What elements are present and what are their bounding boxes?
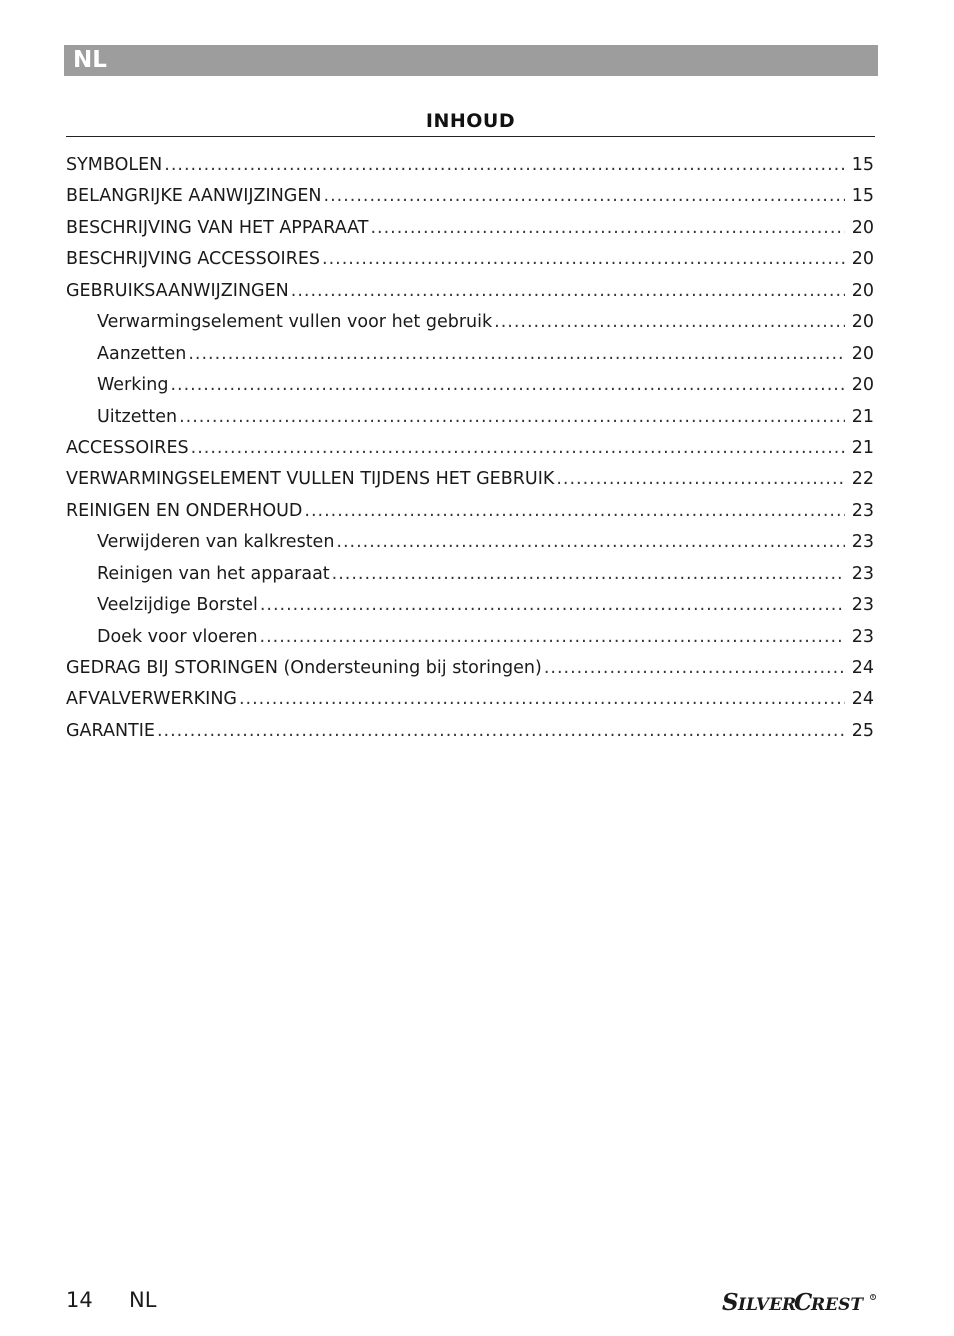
silvercrest-logo [700,1287,878,1317]
toc-dot-leader [239,684,845,715]
toc-entry-page: 23 [851,595,874,616]
toc-entry-page: 15 [851,186,874,207]
toc-entry-page: 20 [851,280,874,301]
toc-entry-label: GEBRUIKSAANWIJZINGEN [66,280,289,301]
toc-entry-page: 20 [851,217,874,238]
toc-entry-label: AFVALVERWERKING [66,689,237,710]
svg-text:ILVER: ILVER [738,1295,797,1315]
toc-dot-leader [494,307,845,338]
toc-entry-label: Doek voor vloeren [97,626,258,647]
toc-entry-page: 21 [851,406,874,427]
toc-entry-label: Uitzetten [97,406,178,427]
toc-entry[interactable] [66,464,874,495]
toc-entry-label: BELANGRIJKE AANWIJZINGEN [66,186,322,207]
toc-entry-label: BESCHRIJVING ACCESSOIRES [66,249,321,270]
toc-entry[interactable] [66,433,874,464]
toc-dot-leader [291,276,845,307]
toc-entry-page: 24 [851,689,874,710]
toc-dot-leader [332,559,845,590]
toc-subentry[interactable] [66,339,874,370]
toc-entry-page: 20 [851,343,874,364]
toc-dot-leader [188,339,845,370]
toc-entry-label: Aanzetten [97,343,187,364]
toc-entry[interactable] [66,716,874,747]
toc-entry[interactable] [66,150,874,181]
toc-dot-leader [164,150,845,181]
toc-divider [66,136,875,137]
toc-dot-leader [170,370,845,401]
toc-dot-leader [336,527,845,558]
toc-entry-label: GARANTIE [66,720,155,741]
toc-entry[interactable] [66,244,874,275]
svg-text:REST: REST [811,1295,864,1315]
toc-subentry[interactable] [66,307,874,338]
toc-dot-leader [191,433,845,464]
toc-dot-leader [179,402,845,433]
toc-entry[interactable] [66,276,874,307]
toc-entry-label: REINIGEN EN ONDERHOUD [66,500,303,521]
toc-entry-label: VERWARMINGSELEMENT VULLEN TIJDENS HET GEBRUIK [66,469,555,490]
toc-entry-page: 23 [851,563,874,584]
table-of-contents [66,150,874,747]
toc-entry-page: 23 [851,500,874,521]
toc-entry-page: 22 [851,469,874,490]
toc-dot-leader [370,213,845,244]
toc-entry[interactable] [66,181,874,212]
toc-subentry[interactable] [66,559,874,590]
toc-entry[interactable] [66,684,874,715]
toc-dot-leader [260,622,845,653]
toc-entry[interactable] [66,496,874,527]
toc-entry-label: Werking [97,375,169,396]
svg-text:S: S [722,1289,739,1316]
toc-entry-page: 20 [851,249,874,270]
toc-entry-page: 23 [851,626,874,647]
toc-entry-page: 20 [851,375,874,396]
toc-dot-leader [157,716,845,747]
toc-entry-page: 20 [851,312,874,333]
toc-subentry[interactable] [66,590,874,621]
footer-language: NL [129,1288,157,1312]
toc-dot-leader [260,590,845,621]
toc-entry-page: 15 [851,155,874,175]
toc-entry[interactable] [66,213,874,244]
toc-entry-label: SYMBOLEN [66,155,163,175]
toc-dot-leader [556,464,845,495]
svg-text:R: R [871,1294,875,1300]
toc-dot-leader [324,181,845,212]
toc-entry-page: 21 [851,437,874,458]
toc-subentry[interactable] [66,370,874,401]
toc-entry-label: BESCHRIJVING VAN HET APPARAAT [66,217,369,238]
toc-entry-page: 23 [851,532,874,553]
footer-page-number: 14 [66,1288,93,1312]
toc-entry-page: 25 [851,720,874,741]
toc-title: INHOUD [425,110,516,132]
toc-entry-label: Reinigen van het apparaat [97,563,330,584]
toc-subentry[interactable] [66,402,874,433]
language-header-bar [64,45,878,76]
toc-entry-label: Verwijderen van kalkresten [97,532,335,553]
toc-entry-page: 24 [851,658,874,678]
toc-entry-label: ACCESSOIRES [66,437,189,458]
toc-dot-leader [322,244,845,275]
toc-dot-leader [544,653,845,684]
language-tag: NL [73,47,107,73]
toc-entry-label: Verwarmingselement vullen voor het gebruik [97,312,493,333]
toc-dot-leader [304,496,845,527]
toc-subentry[interactable] [66,622,874,653]
toc-entry-label: Veelzijdige Borstel [97,595,258,616]
toc-entry[interactable] [66,653,874,684]
toc-subentry[interactable] [66,527,874,558]
toc-entry-label: GEDRAG BIJ STORINGEN (Ondersteuning bij storingen) [66,658,542,678]
svg-text:C: C [794,1289,813,1316]
